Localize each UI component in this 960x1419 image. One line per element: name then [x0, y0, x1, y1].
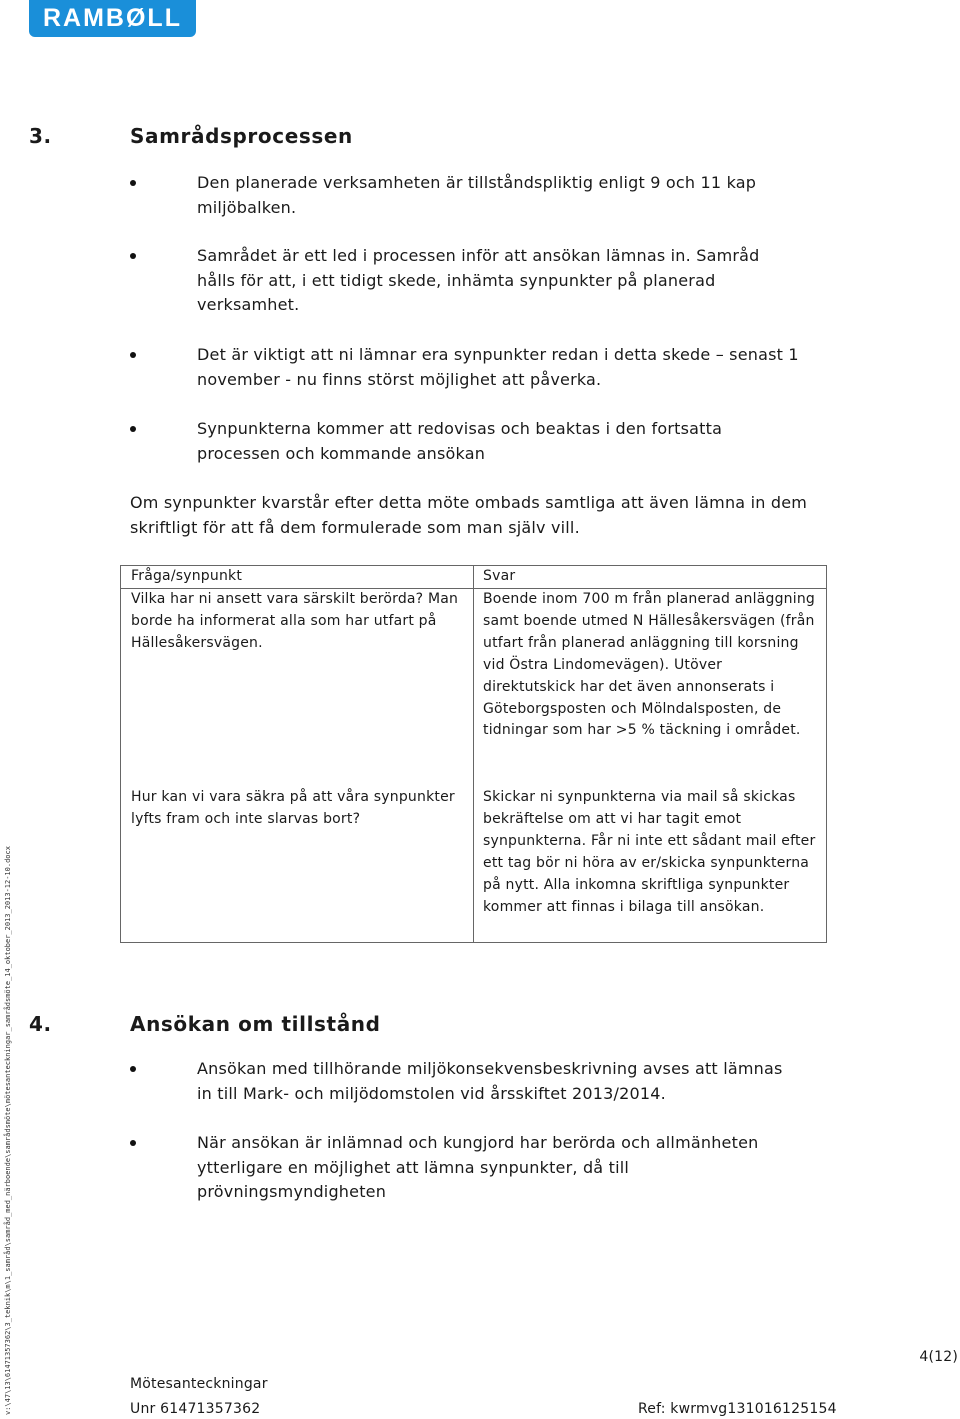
list-item-text: När ansökan är inlämnad och kungjord har berörda och allmänheten ytterligare en möjlighet att lämna synpunkter, då till prövningsmyndigheten [197, 1133, 759, 1202]
list-item [160, 1131, 800, 1205]
list-item-text: Ansökan med tillhörande miljökonsekvensbeskrivning avses att lämnas in till Mark- och miljödomstolen vid årsskiftet 2013/2014. [197, 1059, 783, 1103]
bullet-icon [130, 253, 136, 259]
list-item-text: Den planerade verksamheten är tillståndspliktig enligt 9 och 11 kap miljöbalken. [197, 173, 757, 217]
unr-number: Unr 61471357362 [130, 1401, 261, 1417]
table-cell-answer: Skickar ni synpunkterna via mail så skickas bekräftelse om att vi har tagit emot synpunkterna. Får ni inte ett sådant mail efter ett tag bör ni höra av er/skicka synpunkterna på nytt. Alla inkomna skriftliga synpunkter kommer att finnas i bilaga till ansökan. [483, 789, 816, 915]
ref-number: Ref: kwrmvg131016125154 [638, 1401, 837, 1417]
list-item [160, 171, 800, 220]
table-cell-question: Vilka har ni ansett vara särskilt berörda? Man borde ha informerat alla som har utfart på Hällesåkersvägen. [131, 591, 459, 651]
file-path-margin: v:\47\13\61471357362\3_teknik\m\1_samråd\samråd_med_närboende\samrådsmöte\mötesanteckningar_samrådsmöte_14_oktober_2013_2013-12-10.docx [4, 846, 12, 1415]
body-paragraph: Om synpunkter kvarstår efter detta möte ombads samtliga att även lämna in dem skriftligt för att få dem formulerade som man själv vill. [130, 493, 808, 537]
bullet-icon [130, 352, 136, 358]
list-item [160, 244, 800, 318]
page-number: 4(12) [919, 1349, 958, 1365]
table-header-answer: Svar [483, 568, 516, 584]
table-divider [473, 566, 474, 942]
list-item-text: Det är viktigt att ni lämnar era synpunkter redan i detta skede – senast 1 november - nu finns störst möjlighet att påverka. [197, 345, 799, 389]
section-title: Samrådsprocessen [130, 124, 353, 148]
table-cell-answer: Boende inom 700 m från planerad anläggning samt boende utmed N Hällesåkersvägen (från utfart från planerad anläggning till korsning vid Östra Lindomevägen). Utöver direktutskick har det även annonserats i Göteborgsposten och Mölndalsposten, de tidningar som har >5 % täckning i området. [483, 591, 815, 739]
doc-type: Mötesanteckningar [130, 1376, 268, 1392]
qa-table [120, 565, 827, 943]
section-number: 4. [29, 1012, 52, 1036]
list-item [160, 417, 800, 466]
list-item [160, 1057, 800, 1106]
bullet-icon [130, 180, 136, 186]
list-item [160, 343, 800, 392]
ramboll-logo: RAMBØLL [29, 0, 196, 37]
bullet-icon [130, 1140, 136, 1146]
section-title: Ansökan om tillstånd [130, 1012, 381, 1036]
section-3-heading [29, 124, 353, 148]
section-number: 3. [29, 124, 52, 148]
bullet-icon [130, 1066, 136, 1072]
table-cell-question: Hur kan vi vara säkra på att våra synpunkter lyfts fram och inte slarvas bort? [131, 789, 455, 827]
section-4-heading [29, 1012, 381, 1036]
table-header-question: Fråga/synpunkt [131, 568, 243, 584]
bullet-icon [130, 426, 136, 432]
list-item-text: Synpunkterna kommer att redovisas och beaktas i den fortsatta processen och kommande ansökan [197, 419, 723, 463]
list-item-text: Samrådet är ett led i processen inför att ansökan lämnas in. Samråd hålls för att, i ett tidigt skede, inhämta synpunkter på planerad verksamhet. [197, 246, 760, 315]
